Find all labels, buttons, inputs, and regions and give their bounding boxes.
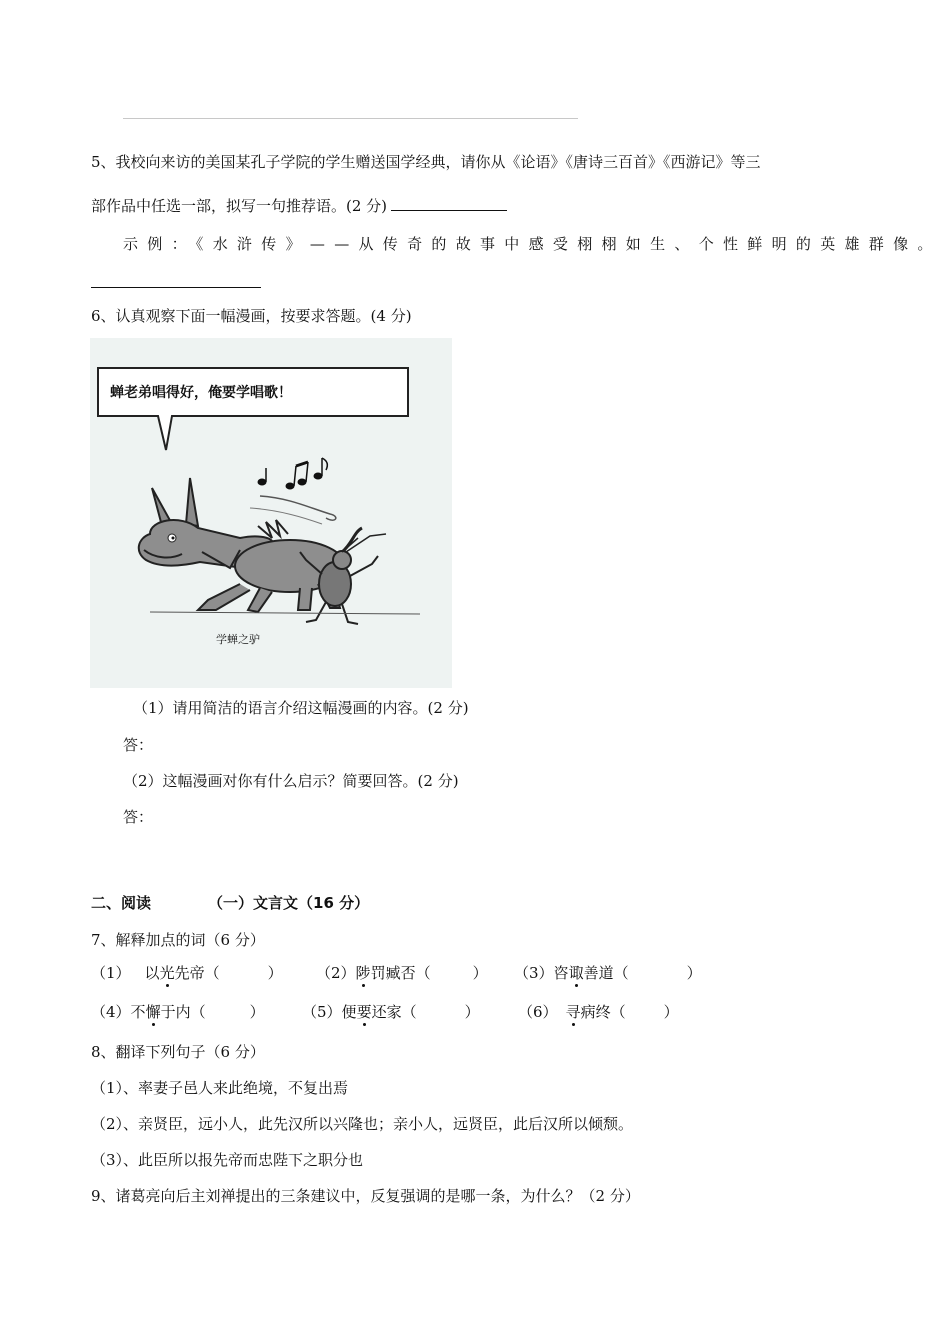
q5-example: 示例：《水浒传》——从传奇的故事中感受栩栩如生、个性鲜明的英雄群像。 bbox=[123, 235, 942, 253]
top-rule bbox=[123, 118, 578, 119]
q7-item-2-close: ） bbox=[472, 964, 488, 982]
q5-line1: 5、我校向来访的美国某孔子学院的学生赠送国学经典，请你从《论语》《唐诗三百首》《西游记》等三 bbox=[91, 153, 761, 171]
q8-sentence-2: （2）、亲贤臣，远小人，此先汉所以兴隆也；亲小人，远贤臣，此后汉所以倾颓。 bbox=[91, 1115, 634, 1133]
q7-item-4-post: 于内 bbox=[160, 1003, 191, 1021]
q7-item-5-close: ） bbox=[464, 1003, 480, 1021]
q7-item-5-post: 还家 bbox=[371, 1003, 402, 1021]
q7-item-2-post: 罚臧否 bbox=[370, 964, 416, 982]
speech-text: 蝉老弟唱得好，俺要学唱歌！ bbox=[110, 385, 292, 401]
q7-item-3 bbox=[514, 963, 702, 983]
q7-item-6-close: ） bbox=[663, 1003, 679, 1021]
q7-item-6-num: （6） bbox=[518, 1003, 558, 1021]
q7-item-1-dotted: 光 bbox=[159, 964, 175, 982]
q7-item-4-pre: 不 bbox=[130, 1003, 146, 1021]
q6-sub2: （2）这幅漫画对你有什么启示？简要回答。(2 分) bbox=[123, 772, 459, 790]
q7-item-4 bbox=[91, 1002, 265, 1022]
q7-item-1-open[interactable]: （ bbox=[204, 964, 220, 982]
q7-item-4-num: （4） bbox=[91, 1003, 131, 1021]
q7-title: 7、解释加点的词（6 分） bbox=[91, 931, 265, 949]
q7-item-3-dotted: 诹 bbox=[568, 964, 584, 982]
q7-item-5-dotted: 要 bbox=[356, 1003, 372, 1021]
q7-item-6-post: 病终 bbox=[580, 1003, 611, 1021]
q5-line2 bbox=[91, 195, 507, 216]
q7-item-2-open[interactable]: （ bbox=[415, 964, 431, 982]
section2-subheading: （一）文言文（16 分） bbox=[208, 894, 370, 912]
q5-answer-blank[interactable] bbox=[391, 195, 507, 211]
q8-title: 8、翻译下列句子（6 分） bbox=[91, 1043, 265, 1061]
q7-item-1-close: ） bbox=[267, 964, 283, 982]
q7-item-6-dotted: 寻 bbox=[565, 1003, 581, 1021]
q7-item-4-dotted: 懈 bbox=[145, 1003, 161, 1021]
q6-sub1: （1）请用简洁的语言介绍这幅漫画的内容。(2 分) bbox=[133, 699, 469, 717]
q7-item-2 bbox=[316, 963, 488, 983]
q7-item-6 bbox=[518, 1002, 679, 1022]
q7-item-2-num: （2） bbox=[316, 964, 356, 982]
q7-item-5-open[interactable]: （ bbox=[401, 1003, 417, 1021]
q7-item-3-num: （3） bbox=[514, 964, 554, 982]
q7-item-3-pre: 咨 bbox=[553, 964, 569, 982]
q7-item-5 bbox=[302, 1002, 480, 1022]
q6-answer2: 答： bbox=[123, 808, 154, 826]
q9-title: 9、诸葛亮向后主刘禅提出的三条建议中，反复强调的是哪一条，为什么？（2 分） bbox=[91, 1187, 640, 1205]
q7-item-5-num: （5） bbox=[302, 1003, 342, 1021]
q7-item-4-open[interactable]: （ bbox=[190, 1003, 206, 1021]
q8-sentence-1: （1）、率妻子邑人来此绝境，不复出焉 bbox=[91, 1079, 349, 1097]
q7-item-6-open[interactable]: （ bbox=[610, 1003, 626, 1021]
q7-item-5-pre: 便 bbox=[341, 1003, 357, 1021]
q7-item-1 bbox=[91, 963, 283, 983]
q7-item-3-open[interactable]: （ bbox=[613, 964, 629, 982]
cartoon-caption: 学蝉之驴 bbox=[216, 633, 260, 646]
q7-item-2-dotted: 陟 bbox=[355, 964, 371, 982]
section2-heading: 二、阅读 bbox=[91, 894, 152, 912]
q5-line2-text: 部作品中任选一部，拟写一句推荐语。(2 分) bbox=[91, 197, 388, 215]
q8-sentence-3: （3）、此臣所以报先帝而忠陛下之职分也 bbox=[91, 1151, 364, 1169]
q7-item-1-post: 先帝 bbox=[174, 964, 205, 982]
q5-answer-line[interactable] bbox=[91, 287, 261, 288]
q7-item-1-num: （1） bbox=[91, 964, 131, 982]
q7-item-4-close: ） bbox=[249, 1003, 265, 1021]
q7-item-1-pre: 以 bbox=[144, 964, 160, 982]
cartoon-image bbox=[90, 338, 452, 688]
q7-item-3-close: ） bbox=[686, 964, 702, 982]
q6-title: 6、认真观察下面一幅漫画，按要求答题。(4 分) bbox=[91, 307, 412, 325]
q6-answer1: 答： bbox=[123, 736, 154, 754]
q7-item-3-post: 善道 bbox=[583, 964, 614, 982]
